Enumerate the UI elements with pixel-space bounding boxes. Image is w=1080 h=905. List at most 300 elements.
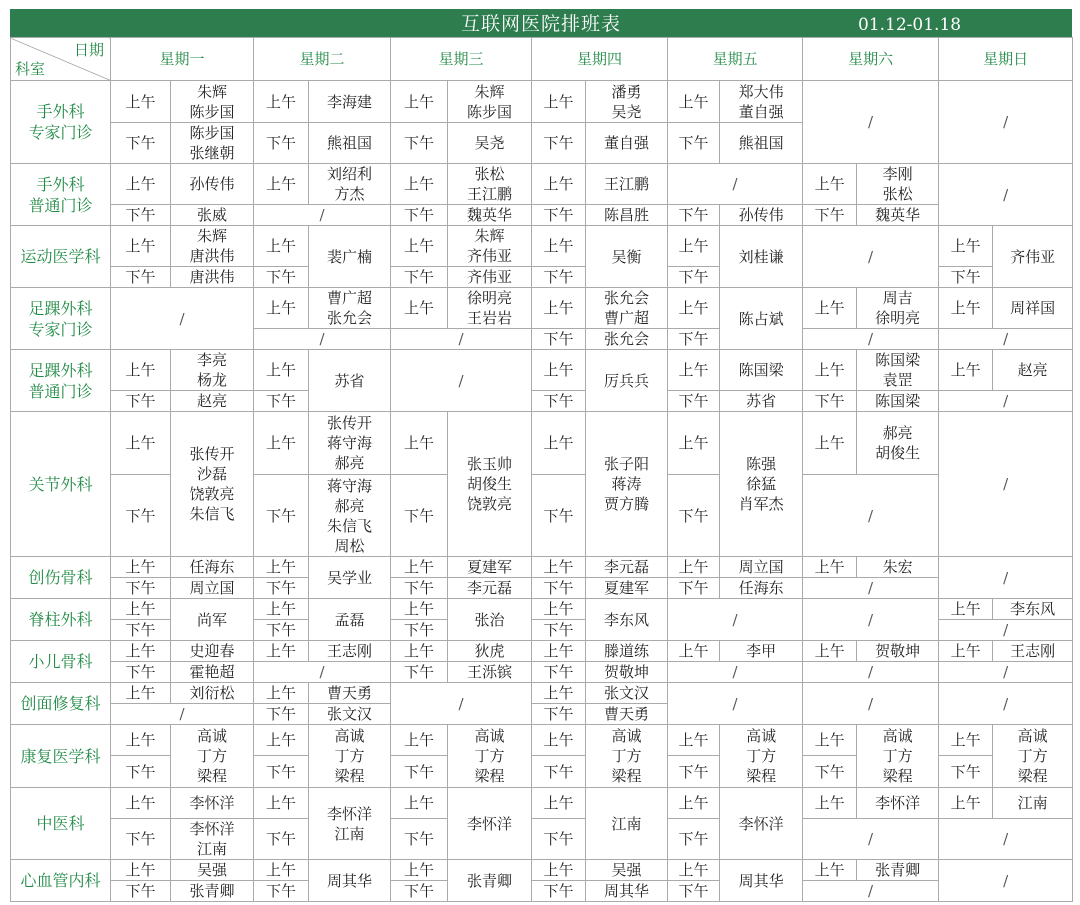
doctor-names: 孙传伟 [171,164,254,205]
no-schedule-mark: / [939,557,1073,599]
pm-label: 下午 [391,205,448,226]
pm-label: 下午 [532,329,586,350]
am-label: 上午 [803,288,857,329]
am-label: 上午 [391,226,448,267]
am-label: 上午 [391,725,448,756]
doctor-names: 张青卿 [857,860,939,881]
doctor-names: 张玉帅 胡俊生 饶敦亮 [448,412,532,557]
pm-label: 下午 [111,756,171,788]
doctor-names: 王泺镔 [448,662,532,683]
doctor-names: 赵亮 [171,391,254,412]
department-name: 手外科 专家门诊 [11,81,111,164]
doctor-names: 张威 [171,205,254,226]
no-schedule-mark: / [803,475,939,557]
table-row [11,475,1073,557]
pm-label: 下午 [254,267,309,288]
doctor-names: 张青卿 [171,881,254,902]
table-row [11,788,1073,819]
am-label: 上午 [111,350,171,391]
pm-label: 下午 [532,475,586,557]
pm-label: 下午 [254,123,309,164]
pm-label: 下午 [668,267,720,288]
table-row [11,164,1073,205]
pm-label: 下午 [532,704,586,725]
pm-label: 下午 [391,881,448,902]
doctor-names: 苏省 [720,391,803,412]
am-label: 上午 [111,860,171,881]
date-range: 01.12-01.18 [858,15,962,35]
doctor-names: 霍艳超 [171,662,254,683]
table-row [11,819,1073,860]
am-label: 上午 [668,288,720,329]
table-row [11,557,1073,578]
no-schedule-mark: / [254,329,391,350]
doctor-names: 江南 [993,788,1073,819]
no-schedule-mark: / [668,599,803,641]
doctor-names: 周立国 [171,578,254,599]
doctor-names: 吴尧 [448,123,532,164]
doctor-names: 高诚 丁方 梁程 [857,725,939,788]
am-label: 上午 [111,641,171,662]
no-schedule-mark: / [803,683,939,725]
am-label: 上午 [939,641,993,662]
pm-label: 下午 [111,391,171,412]
doctor-names: 周立国 [720,557,803,578]
doctor-names: 朱辉 齐伟亚 [448,226,532,267]
am-label: 上午 [803,164,857,205]
am-label: 上午 [391,641,448,662]
pm-label: 下午 [254,756,309,788]
table-row [11,391,1073,412]
pm-label: 下午 [668,475,720,557]
doctor-names: 潘勇 吴尧 [586,81,668,123]
doctor-names: 陈昌胜 [586,205,668,226]
doctor-names: 刘绍利 方杰 [309,164,391,205]
no-schedule-mark: / [939,683,1073,725]
am-label: 上午 [532,288,586,329]
pm-label: 下午 [668,756,720,788]
no-schedule-mark: / [803,881,939,902]
doctor-names: 张传开 蒋守海 郝亮 [309,412,391,475]
am-label: 上午 [111,557,171,578]
no-schedule-mark: / [939,391,1073,412]
pm-label: 下午 [391,819,448,860]
no-schedule-mark: / [254,205,391,226]
doctor-names: 刘桂谦 [720,226,803,288]
no-schedule-mark: / [803,578,939,599]
pm-label: 下午 [111,881,171,902]
doctor-names: 魏英华 [857,205,939,226]
doctor-names: 张子阳 蒋涛 贾方腾 [586,412,668,557]
doctor-names: 滕道练 [586,641,668,662]
doctor-names: 朱辉 陈步国 [448,81,532,123]
title-bar [10,9,1072,37]
am-label: 上午 [803,860,857,881]
no-schedule-mark: / [939,860,1073,902]
pm-label: 下午 [532,620,586,641]
pm-label: 下午 [254,819,309,860]
doctor-names: 陈国梁 袁罡 [857,350,939,391]
doctor-names: 裴广楠 [309,226,391,288]
am-label: 上午 [532,350,586,391]
doctor-names: 齐伟亚 [448,267,532,288]
doctor-names: 任海东 [720,578,803,599]
pm-label: 下午 [111,123,171,164]
schedule-table [10,37,1073,902]
doctor-names: 朱宏 [857,557,939,578]
doctor-names: 周其华 [720,860,803,902]
pm-label: 下午 [254,881,309,902]
corner-cell [11,38,111,81]
doctor-names: 高诚 丁方 梁程 [171,725,254,788]
doctor-names: 董自强 [586,123,668,164]
doctor-names: 曹天勇 [309,683,391,704]
doctor-names: 高诚 丁方 梁程 [720,725,803,788]
doctor-names: 蒋守海 郝亮 朱信飞 周松 [309,475,391,557]
table-row [11,288,1073,329]
am-label: 上午 [668,557,720,578]
table-row [11,412,1073,475]
no-schedule-mark: / [668,662,803,683]
am-label: 上午 [803,725,857,756]
doctor-names: 陈强 徐猛 肖军杰 [720,412,803,557]
doctor-names: 李东风 [586,599,668,641]
no-schedule-mark: / [803,599,939,641]
department-name: 手外科 普通门诊 [11,164,111,226]
pm-label: 下午 [254,578,309,599]
pm-label: 下午 [668,881,720,902]
pm-label: 下午 [668,819,720,860]
doctor-names: 李怀洋 [857,788,939,819]
doctor-names: 唐洪伟 [171,267,254,288]
corner-dept-label: 科室 [15,60,46,78]
am-label: 上午 [532,725,586,756]
doctor-names: 张松 王江鹏 [448,164,532,205]
doctor-names: 李亮 杨龙 [171,350,254,391]
am-label: 上午 [939,788,993,819]
am-label: 上午 [254,683,309,704]
doctor-names: 史迎春 [171,641,254,662]
am-label: 上午 [111,164,171,205]
department-name: 创伤骨科 [11,557,111,599]
no-schedule-mark: / [803,329,939,350]
pm-label: 下午 [111,475,171,557]
doctor-names: 曹广超 张允会 [309,288,391,329]
am-label: 上午 [668,226,720,267]
table-row [11,860,1073,881]
department-name: 小儿骨科 [11,641,111,683]
doctor-names: 高诚 丁方 梁程 [586,725,668,788]
doctor-names: 陈国梁 [857,391,939,412]
no-schedule-mark: / [939,662,1073,683]
am-label: 上午 [532,164,586,205]
doctor-names: 狄虎 [448,641,532,662]
table-row [11,881,1073,902]
pm-label: 下午 [391,475,448,557]
doctor-names: 夏建军 [448,557,532,578]
doctor-names: 周吉 徐明亮 [857,288,939,329]
doctor-names: 周祥国 [993,288,1073,329]
doctor-names: 齐伟亚 [993,226,1073,288]
am-label: 上午 [532,599,586,620]
doctor-names: 曹天勇 [586,704,668,725]
am-label: 上午 [111,599,171,620]
table-row [11,226,1073,267]
doctor-names: 李怀洋 [720,788,803,860]
department-name: 康复医学科 [11,725,111,788]
doctor-names: 李甲 [720,641,803,662]
am-label: 上午 [803,412,857,475]
doctor-names: 李东风 [993,599,1073,620]
doctor-names: 江南 [586,788,668,860]
doctor-names: 张治 [448,599,532,641]
pm-label: 下午 [532,391,586,412]
doctor-names: 朱辉 陈步国 [171,81,254,123]
am-label: 上午 [532,81,586,123]
pm-label: 下午 [111,620,171,641]
table-row [11,578,1073,599]
am-label: 上午 [391,860,448,881]
department-name: 心血管内科 [11,860,111,902]
pm-label: 下午 [391,267,448,288]
doctor-names: 任海东 [171,557,254,578]
no-schedule-mark: / [111,288,254,350]
no-schedule-mark: / [391,329,532,350]
am-label: 上午 [391,164,448,205]
pm-label: 下午 [111,819,171,860]
pm-label: 下午 [532,123,586,164]
department-name: 关节外科 [11,412,111,557]
table-row [11,725,1073,756]
doctor-names: 李怀洋 [448,788,532,860]
am-label: 上午 [532,641,586,662]
am-label: 上午 [391,288,448,329]
department-name: 运动医学科 [11,226,111,288]
pm-label: 下午 [668,391,720,412]
pm-label: 下午 [532,578,586,599]
am-label: 上午 [254,725,309,756]
doctor-names: 高诚 丁方 梁程 [309,725,391,788]
am-label: 上午 [111,725,171,756]
no-schedule-mark: / [803,662,939,683]
am-label: 上午 [532,788,586,819]
am-label: 上午 [532,226,586,267]
day-header-tue: 星期二 [254,38,391,81]
doctor-names: 张允会 曹广超 [586,288,668,329]
am-label: 上午 [254,226,309,267]
pm-label: 下午 [254,620,309,641]
pm-label: 下午 [391,578,448,599]
am-label: 上午 [939,288,993,329]
am-label: 上午 [254,599,309,620]
pm-label: 下午 [668,123,720,164]
department-name: 足踝外科 专家门诊 [11,288,111,350]
am-label: 上午 [668,788,720,819]
am-label: 上午 [111,226,171,267]
am-label: 上午 [668,350,720,391]
am-label: 上午 [668,412,720,475]
doctor-names: 贺敬坤 [857,641,939,662]
am-label: 上午 [254,557,309,578]
pm-label: 下午 [254,391,309,412]
am-label: 上午 [939,226,993,267]
doctor-names: 贺敬坤 [586,662,668,683]
doctor-names: 王志刚 [993,641,1073,662]
doctor-names: 吴学业 [309,557,391,599]
doctor-names: 苏省 [309,350,391,412]
doctor-names: 王江鹏 [586,164,668,205]
doctor-names: 张文汉 [586,683,668,704]
am-label: 上午 [668,725,720,756]
pm-label: 下午 [254,475,309,557]
am-label: 上午 [111,412,171,475]
doctor-names: 周其华 [586,881,668,902]
am-label: 上午 [803,557,857,578]
doctor-names: 李怀洋 江南 [309,788,391,860]
day-header-sun: 星期日 [939,38,1073,81]
doctor-names: 孙传伟 [720,205,803,226]
doctor-names: 刘衍松 [171,683,254,704]
am-label: 上午 [254,860,309,881]
doctor-names: 徐明亮 王岩岩 [448,288,532,329]
am-label: 上午 [939,350,993,391]
pm-label: 下午 [391,662,448,683]
table-row [11,599,1073,620]
no-schedule-mark: / [939,412,1073,557]
doctor-names: 陈国梁 [720,350,803,391]
no-schedule-mark: / [391,350,532,412]
doctor-names: 郑大伟 董自强 [720,81,803,123]
day-header-wed: 星期三 [391,38,532,81]
no-schedule-mark: / [668,164,803,205]
header-row [11,38,1073,81]
doctor-names: 孟磊 [309,599,391,641]
pm-label: 下午 [532,662,586,683]
am-label: 上午 [532,683,586,704]
doctor-names: 魏英华 [448,205,532,226]
am-label: 上午 [391,599,448,620]
doctor-names: 张青卿 [448,860,532,902]
am-label: 上午 [111,683,171,704]
day-header-sat: 星期六 [803,38,939,81]
table-row [11,350,1073,391]
am-label: 上午 [803,788,857,819]
pm-label: 下午 [803,205,857,226]
am-label: 上午 [391,557,448,578]
department-name: 中医科 [11,788,111,860]
pm-label: 下午 [803,756,857,788]
day-header-fri: 星期五 [668,38,803,81]
table-row [11,662,1073,683]
am-label: 上午 [803,641,857,662]
pm-label: 下午 [532,819,586,860]
pm-label: 下午 [532,756,586,788]
am-label: 上午 [254,81,309,123]
am-label: 上午 [668,641,720,662]
am-label: 上午 [668,860,720,881]
am-label: 上午 [254,412,309,475]
department-name: 创面修复科 [11,683,111,725]
am-label: 上午 [111,81,171,123]
pm-label: 下午 [532,205,586,226]
doctor-names: 熊祖国 [720,123,803,164]
am-label: 上午 [254,641,309,662]
doctor-names: 李刚 张松 [857,164,939,205]
pm-label: 下午 [939,267,993,288]
doctor-names: 朱辉 唐洪伟 [171,226,254,267]
am-label: 上午 [254,350,309,391]
table-row [11,81,1073,123]
pm-label: 下午 [668,205,720,226]
doctor-names: 赵亮 [993,350,1073,391]
pm-label: 下午 [532,881,586,902]
doctor-names: 夏建军 [586,578,668,599]
pm-label: 下午 [111,267,171,288]
doctor-names: 熊祖国 [309,123,391,164]
am-label: 上午 [391,412,448,475]
am-label: 上午 [254,288,309,329]
doctor-names: 李怀洋 江南 [171,819,254,860]
pm-label: 下午 [111,662,171,683]
no-schedule-mark: / [939,81,1073,164]
doctor-names: 周其华 [309,860,391,902]
table-row [11,683,1073,704]
table-row [11,205,1073,226]
doctor-names: 高诚 丁方 梁程 [448,725,532,788]
am-label: 上午 [391,81,448,123]
pm-label: 下午 [111,578,171,599]
doctor-names: 王志刚 [309,641,391,662]
pm-label: 下午 [668,329,720,350]
no-schedule-mark: / [803,81,939,164]
pm-label: 下午 [391,123,448,164]
day-header-thu: 星期四 [532,38,668,81]
am-label: 上午 [532,860,586,881]
no-schedule-mark: / [668,683,803,725]
doctor-names: 陈占斌 [720,288,803,350]
corner-date-label: 日期 [73,41,104,59]
no-schedule-mark: / [939,819,1073,860]
no-schedule-mark: / [939,164,1073,226]
pm-label: 下午 [668,578,720,599]
doctor-names: 张传开 沙磊 饶敦亮 朱信飞 [171,412,254,557]
doctor-names: 李怀洋 [171,788,254,819]
am-label: 上午 [111,788,171,819]
pm-label: 下午 [803,391,857,412]
doctor-names: 郝亮 胡俊生 [857,412,939,475]
am-label: 上午 [254,164,309,205]
day-header-mon: 星期一 [111,38,254,81]
doctor-names: 厉兵兵 [586,350,668,412]
am-label: 上午 [532,412,586,475]
pm-label: 下午 [254,704,309,725]
no-schedule-mark: / [803,819,939,860]
am-label: 上午 [391,788,448,819]
doctor-names: 张文汉 [309,704,391,725]
pm-label: 下午 [532,267,586,288]
am-label: 上午 [668,81,720,123]
no-schedule-mark: / [254,662,391,683]
am-label: 上午 [803,350,857,391]
pm-label: 下午 [939,756,993,788]
doctor-names: 张允会 [586,329,668,350]
doctor-names: 李元磊 [586,557,668,578]
no-schedule-mark: / [939,620,1073,641]
doctor-names: 吴强 [586,860,668,881]
pm-label: 下午 [391,620,448,641]
table-row [11,641,1073,662]
doctor-names: 李海建 [309,81,391,123]
